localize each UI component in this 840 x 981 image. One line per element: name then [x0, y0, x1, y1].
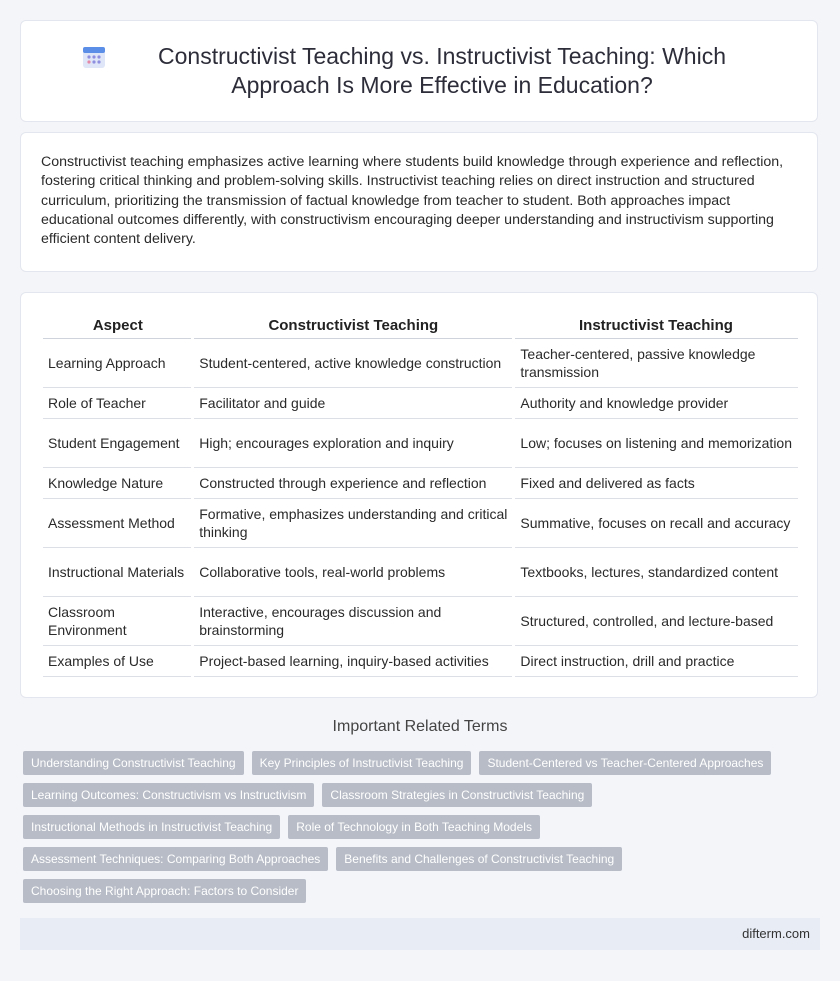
cell-constructivist: Formative, emphasizes understanding and critical thinking — [193, 499, 514, 548]
page-title: Constructivist Teaching vs. Instructivist Teaching: Which Approach Is More Effective in Education? — [158, 43, 726, 98]
tag-row — [23, 815, 813, 839]
related-term-tag[interactable]: Assessment Techniques: Comparing Both Approaches — [23, 847, 328, 871]
table-row — [43, 388, 798, 419]
tag-row — [23, 751, 813, 775]
intro-card — [20, 132, 818, 272]
related-term-tag[interactable]: Role of Technology in Both Teaching Models — [288, 815, 540, 839]
table-row — [43, 499, 798, 548]
related-term-tag[interactable]: Instructional Methods in Instructivist Teaching — [23, 815, 280, 839]
cell-aspect: Assessment Method — [43, 499, 193, 548]
cell-aspect: Examples of Use — [43, 646, 193, 677]
related-terms-title: Important Related Terms — [332, 718, 508, 735]
cell-constructivist: Facilitator and guide — [193, 388, 514, 419]
cell-instructivist: Structured, controlled, and lecture-based — [514, 597, 798, 646]
header-aspect: Aspect — [43, 312, 193, 339]
related-terms-list — [23, 751, 813, 911]
cell-constructivist: Collaborative tools, real-world problems — [193, 548, 514, 597]
related-term-tag[interactable]: Understanding Constructivist Teaching — [23, 751, 244, 775]
tag-row — [23, 783, 813, 807]
cell-instructivist: Teacher-centered, passive knowledge transmission — [514, 339, 798, 388]
cell-instructivist: Authority and knowledge provider — [514, 388, 798, 419]
title-card — [20, 20, 818, 122]
cell-constructivist: Interactive, encourages discussion and brainstorming — [193, 597, 514, 646]
cell-constructivist: High; encourages exploration and inquiry — [193, 419, 514, 468]
table-header-row — [43, 312, 798, 339]
footer — [20, 918, 820, 950]
cell-constructivist: Student-centered, active knowledge construction — [193, 339, 514, 388]
cell-aspect: Classroom Environment — [43, 597, 193, 646]
header-constructivist: Constructivist Teaching — [193, 312, 514, 339]
table-row — [43, 548, 798, 597]
cell-aspect: Knowledge Nature — [43, 468, 193, 499]
cell-aspect: Role of Teacher — [43, 388, 193, 419]
cell-instructivist: Summative, focuses on recall and accuracy — [514, 499, 798, 548]
tag-row — [23, 847, 813, 871]
tag-row — [23, 879, 813, 903]
comparison-table-card — [20, 292, 818, 698]
cell-aspect: Instructional Materials — [43, 548, 193, 597]
related-term-tag[interactable]: Learning Outcomes: Constructivism vs Instructivism — [23, 783, 314, 807]
related-term-tag[interactable]: Benefits and Challenges of Constructivist Teaching — [336, 847, 622, 871]
table-row — [43, 339, 798, 388]
related-term-tag[interactable]: Key Principles of Instructivist Teaching — [252, 751, 472, 775]
cell-aspect: Student Engagement — [43, 419, 193, 468]
related-term-tag[interactable]: Choosing the Right Approach: Factors to Consider — [23, 879, 306, 903]
header-instructivist: Instructivist Teaching — [514, 312, 798, 339]
calendar-icon — [81, 44, 107, 70]
cell-constructivist: Constructed through experience and reflection — [193, 468, 514, 499]
related-term-tag[interactable]: Student-Centered vs Teacher-Centered Approaches — [479, 751, 771, 775]
cell-instructivist: Direct instruction, drill and practice — [514, 646, 798, 677]
cell-instructivist: Low; focuses on listening and memorization — [514, 419, 798, 468]
intro-text: Constructivist teaching emphasizes active learning where students build knowledge through experience and reflection, fostering critical thinking and problem-solving skills. Instructivist teaching relies on direct instruction and structured curriculum, prioritizing the transmission of factual knowledge from teacher to student. Both approaches impact educational outcomes differently, with constructivism encouraging deeper understanding and instructivism supporting efficient content delivery. — [41, 154, 784, 248]
title-wrap — [21, 42, 817, 100]
table-row — [43, 468, 798, 499]
table-row — [43, 419, 798, 468]
cell-instructivist: Fixed and delivered as facts — [514, 468, 798, 499]
cell-aspect: Learning Approach — [43, 339, 193, 388]
table-row — [43, 646, 798, 677]
related-term-tag[interactable]: Classroom Strategies in Constructivist Teaching — [322, 783, 592, 807]
footer-site-link[interactable]: difterm.com — [742, 926, 810, 941]
comparison-table — [43, 312, 798, 677]
cell-instructivist: Textbooks, lectures, standardized content — [514, 548, 798, 597]
table-row — [43, 597, 798, 646]
cell-constructivist: Project-based learning, inquiry-based activities — [193, 646, 514, 677]
